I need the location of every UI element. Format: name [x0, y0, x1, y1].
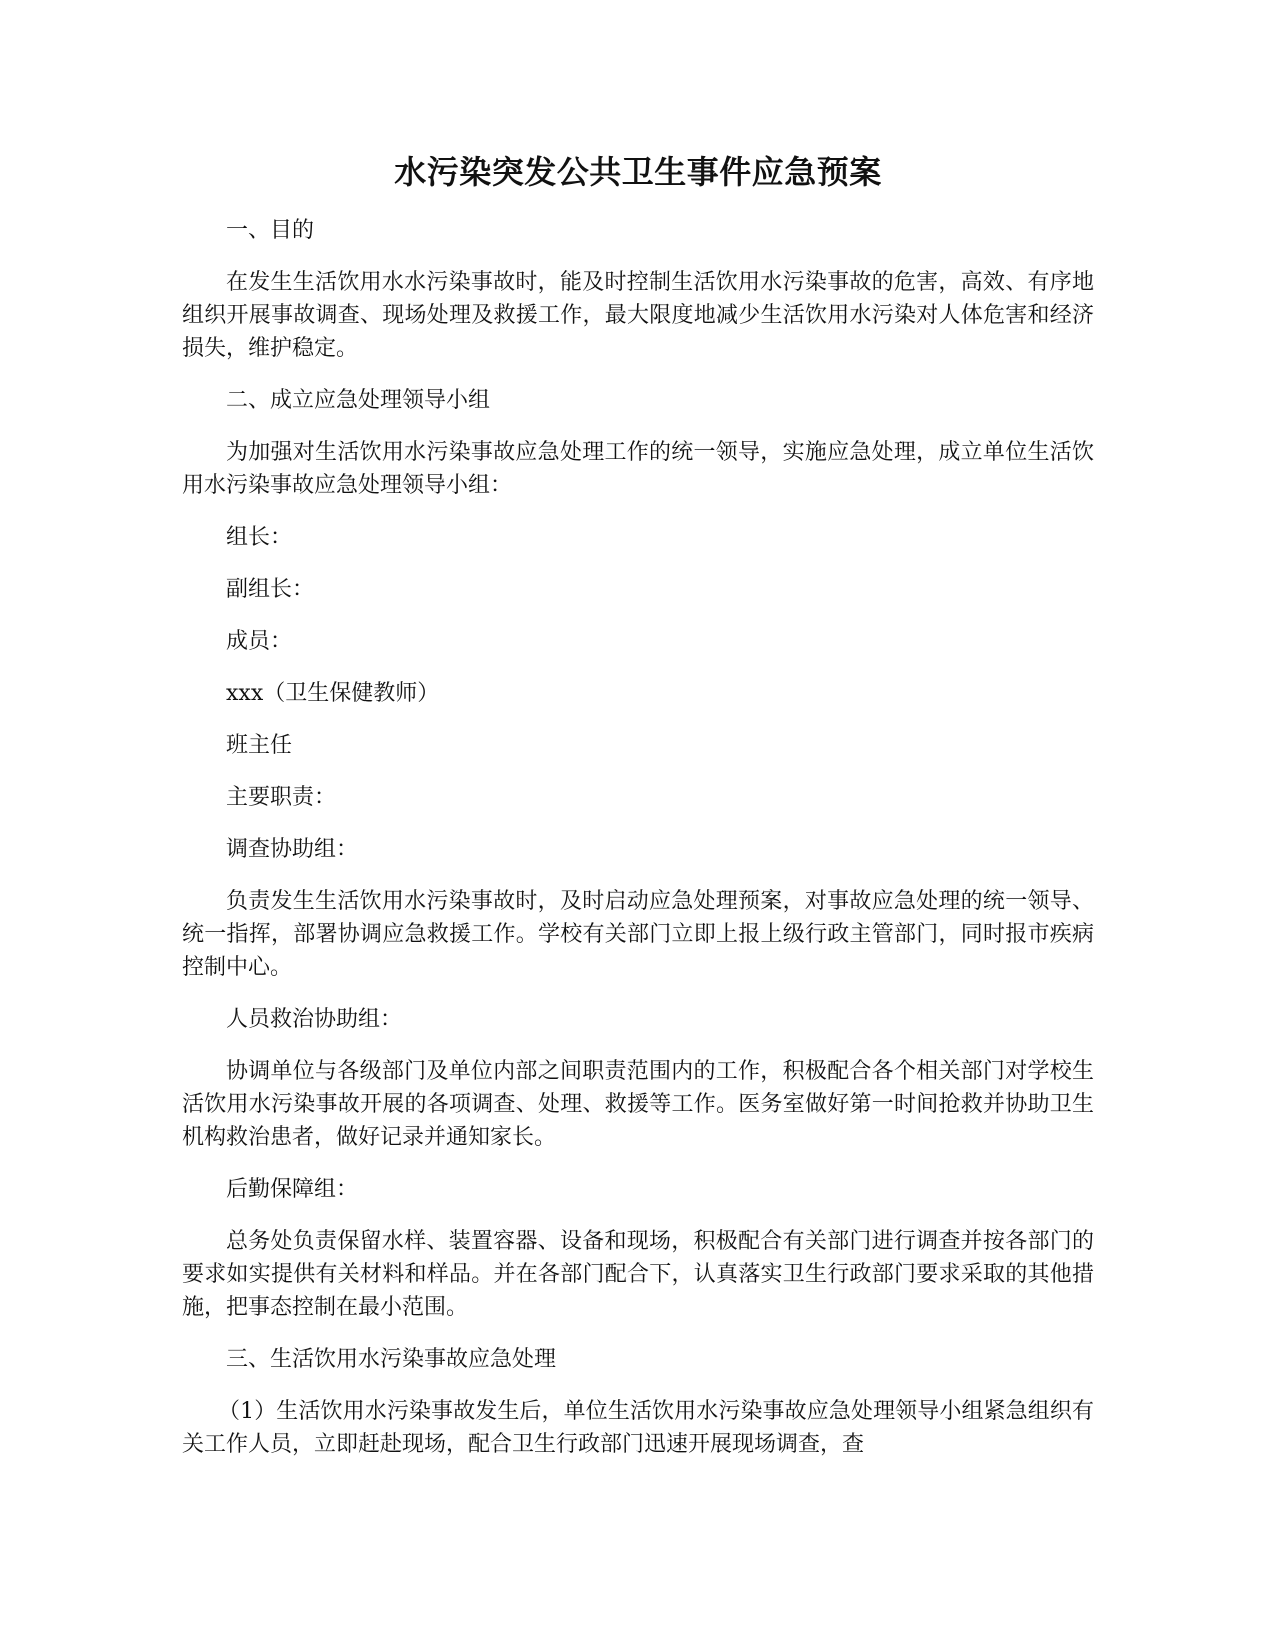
line-deputy-leader: 副组长： [226, 577, 315, 602]
line-investigation-team: 调查协助组： [226, 837, 359, 862]
section-heading-purpose: 一、目的 [226, 218, 315, 243]
section-heading-emergency-handling: 三、生活饮用水污染事故应急处理 [226, 1347, 557, 1372]
document-title: 水污染突发公共卫生事件应急预案 [394, 153, 882, 191]
line-group-leader: 组长： [226, 525, 293, 550]
line-class-teacher: 班主任 [226, 733, 293, 758]
document-body [182, 214, 1094, 1480]
line-main-duties: 主要职责： [226, 785, 337, 810]
section-heading-leadership-group: 二、成立应急处理领导小组 [226, 388, 491, 413]
document-page [182, 0, 1094, 1650]
line-treatment-team: 人员救治协助组： [226, 1007, 403, 1032]
paragraph-logistics-team: 总务处负责保留水样、装置容器、设备和现场，积极配合有关部门进行调查并按各部门的要求如实提供有关材料和样品。并在各部门配合下，认真落实卫生行政部门要求采取的其他措施，把事态控制在最小范围。 [182, 1229, 1094, 1320]
paragraph-leadership-group: 为加强对生活饮用水污染事故应急处理工作的统一领导，实施应急处理，成立单位生活饮用水污染事故应急处理领导小组： [182, 440, 1094, 498]
line-health-teacher: xxx（卫生保健教师） [226, 681, 440, 706]
paragraph-emergency-step-1: （1）生活饮用水污染事故发生后，单位生活饮用水污染事故应急处理领导小组紧急组织有关工作人员，立即赶赴现场，配合卫生行政部门迅速开展现场调查，查 [182, 1399, 1094, 1457]
paragraph-investigation-team: 负责发生生活饮用水污染事故时，及时启动应急处理预案，对事故应急处理的统一领导、统一指挥，部署协调应急救援工作。学校有关部门立即上报上级行政主管部门，同时报市疾病控制中心。 [182, 889, 1094, 980]
line-members: 成员： [226, 629, 293, 654]
paragraph-treatment-team: 协调单位与各级部门及单位内部之间职责范围内的工作，积极配合各个相关部门对学校生活饮用水污染事故开展的各项调查、处理、救援等工作。医务室做好第一时间抢救并协助卫生机构救治患者，做好记录并通知家长。 [182, 1059, 1094, 1150]
paragraph-purpose: 在发生生活饮用水水污染事故时，能及时控制生活饮用水污染事故的危害，高效、有序地组织开展事故调查、现场处理及救援工作，最大限度地减少生活饮用水污染对人体危害和经济损失，维护稳定。 [182, 270, 1094, 361]
line-logistics-team: 后勤保障组： [226, 1177, 359, 1202]
